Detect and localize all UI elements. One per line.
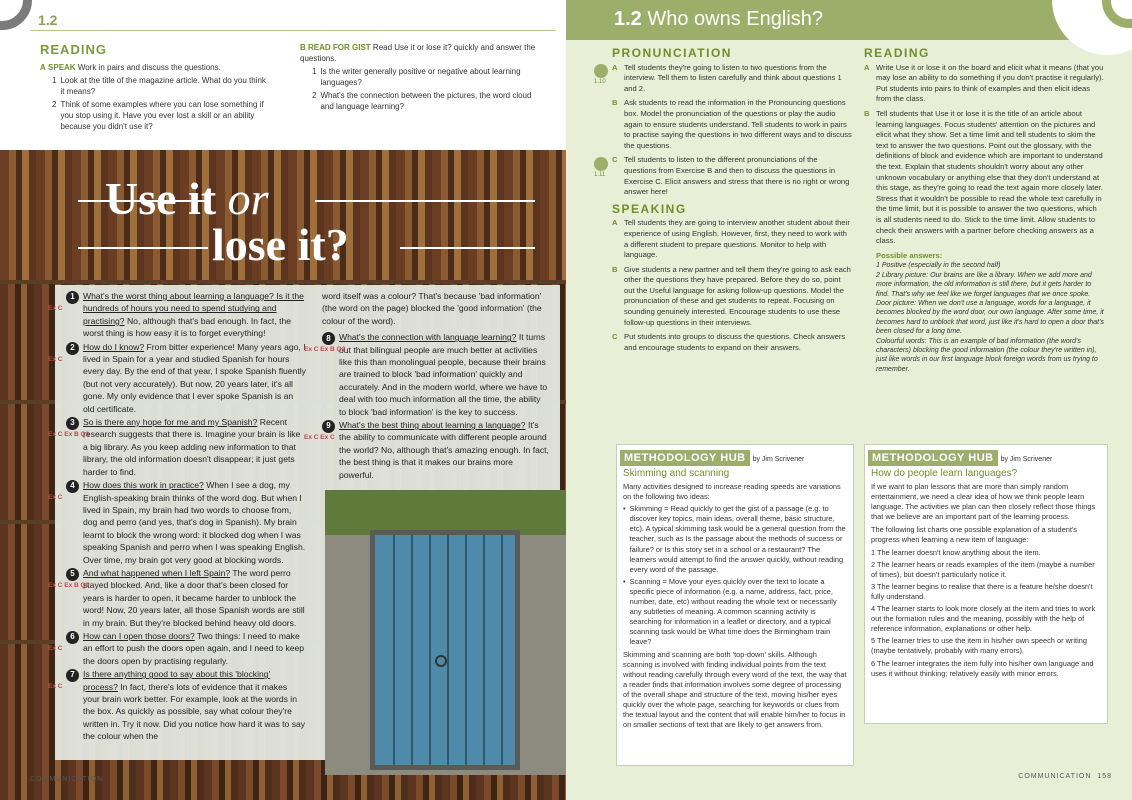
exercise-a <box>40 62 270 132</box>
hub-body: Many activities designed to increase reading speeds are variations on the following two ideas: • Skimming = Read quickly to get the gist of a passage (e.g. to discover key topics, main ideas, overall theme, basic structure, etc). A typical skimming task would be a general question from the teacher, such as Is the passage about the methods of success or failure? or Is this story set in a school or a restaurant? The learners would attempt to find the answer quickly, without reading every word of the passage. • Scanning = Move your eyes quickly over the text to locate a specific piece of information (e.g. a name, address, fact, price, number, date, etc) without reading the whole text or necessarily any subtleties of meaning. A common scanning activity is searching for information in a leaflet or directory, and a typical scanning task would be What time does the Birmingham train leave? Skimming and scanning are both 'top-down' skills. Although scanning is involved with finding individual points from the text without reading carefully through every word of the text, the way that a reader finds that information involves some degree of processing of the overall shape and structure of the text, moving his/her eyes quickly over the whole page, searching for keywords or clues from the textual layout and the content that will enable him/her to focus in on smaller sections of text that are likely to get answers from. <box>623 482 847 730</box>
exercise-b <box>300 42 540 112</box>
article-paragraph: Ex C Ex B Q2 3 So is there any hope for me and my Spanish? Recent research suggests that there is. Imagine your brain is like a big library. As you keep adding new information to that library, the old information doesn't disappear; it just gets harder to find. <box>48 417 301 477</box>
right-page <box>566 0 1132 800</box>
footer-left: COMMUNICATION <box>30 776 104 783</box>
article-paragraph: Ex C 1 What's the worst thing about learning a language? Is it the hundreds of hours you need to spend studying and practising? No, although that's bad enough. In fact, the worst thing is how easy it is to forget everything! <box>48 291 304 339</box>
methodology-hub-learning <box>864 444 1108 724</box>
teacher-notes-col1 <box>612 48 852 357</box>
article-paragraph: Ex C Ex C 9 What's the best thing about learning a language? It's the ability to communicate with different people around the world? No, although that's amazing enough. In fact, the best thing is that it makes our brains more powerful. <box>304 420 549 480</box>
exercise-b-label: B <box>300 43 306 52</box>
exercise-a-skill: SPEAK <box>48 63 76 72</box>
methodology-hub-skimming <box>616 444 854 766</box>
exercise-b-skill: READ FOR GIST <box>308 43 371 52</box>
unit-number: 1.2 <box>38 12 58 28</box>
note-item: A Write Use it or lose it on the board and elicit what it means (that you may lose an ability to do something if you don't practise it regularly). Put students into pairs to think of examples and then elicit ideas from the class. <box>864 62 1104 104</box>
header-rule <box>30 30 556 31</box>
article-title-line2: lose it? <box>212 219 349 270</box>
footer-section: COMMUNICATION <box>1018 773 1092 780</box>
audio-track: 1.10 <box>594 79 606 85</box>
title-rule <box>315 200 535 202</box>
pronunciation-heading: PRONUNCIATION <box>612 46 732 60</box>
hub-author: by Jim Scrivener <box>752 456 805 463</box>
door-knob <box>435 655 447 667</box>
reading-heading: READING <box>40 42 107 57</box>
answers-list: 1 Positive (especially in the second half) 2 Library picture: Our brains are like a library. When we add more and more information, the old information is still there, but it gets harder to find. That's why we feel like we forget languages that we once spoke. Door picture: When we don't use a language, words for a language, it becomes blocked by the word door, our own language. After some time, it becomes hard to unblock that word, just like it's hard to open a door that's been closed for a long time. Colourful words: This is an example of bad information (the word's characters) blocking the good information (the colour they're written in), just like words in our first language block foreign words from us trying to remember. <box>876 262 1104 373</box>
footer-right <box>1018 773 1112 780</box>
hub-subtitle: How do people learn languages? <box>871 468 1018 479</box>
article-paragraph: Ex C 4 How does this work in practice? When I see a dog, my English-speaking brain thinks of the word dog. But when I lived in Spain, my brain had two words to choose from, dog and perro (and yes, that's dog in Spanish). My brain learnt to block the wrong word: it blocked dog when I was speaking Spanish and perro when I was speaking English. Over time, my brain got very good at blocking words. <box>48 480 306 565</box>
exercise-a-instruction: Work in pairs and discuss the questions. <box>77 63 221 72</box>
hub-title: METHODOLOGY HUB <box>620 450 750 466</box>
hub-subtitle: Skimming and scanning <box>623 468 730 479</box>
audio-icon[interactable] <box>594 64 608 78</box>
lesson-title <box>614 8 823 31</box>
article-paragraph: Ex C Ex B Q2 8 What's the connection with language learning? It turns out that bilingual people are much better at activities like this than monolingual people, because their brains are trained to block 'bad information' quickly and accurately. And in the modern world, where we have to deal with too much information all the time, the ability to block 'bad information' is the key to success. <box>304 332 548 417</box>
lesson-number: 1.2 <box>614 8 642 30</box>
note-item: C Tell students to listen to the different pronunciations of the questions from Exercise B and then to discuss the questions in Exercise C. Elicit answers and stress that there is no right or wrong answer here! <box>612 155 850 197</box>
article-continuation: word itself was a colour? That's because 'bad information' (the word on the page) blocked the 'good information' (the colour of the word). <box>322 291 542 326</box>
corner-ring-decoration <box>0 0 32 30</box>
note-item: B Ask students to read the information in the Pronouncing questions box. Model the pronunciation of the questions or play the audio again to ensure students understand. Tell students to work in pairs to practise saying the questions in two different ways and to discuss the questions. <box>612 98 852 150</box>
exercise-a-item: 1 Look at the title of the magazine article. What do you think it means? <box>52 76 266 96</box>
answers-heading: Possible answers: <box>876 250 943 260</box>
audio-icon[interactable] <box>594 157 608 171</box>
ivy <box>325 490 566 535</box>
article-column-1 <box>48 290 306 744</box>
exercise-b-item: 2 What's the connection between the pictures, the word cloud and language learning? <box>312 91 532 111</box>
article-paragraph: Ex C 7 Is there anything good to say about this 'blocking' process? In fact, there's lots of evidence that it makes your brain work better. For example, look at the words in the box. As quickly as possible, say what colour they're written in. Try it now. Did you notice how hard it was to say the colour when the <box>48 669 306 742</box>
note-item: B Give students a new partner and tell them they're going to ask each other the questions they have prepared. Before they do so, point out the Useful language for asking follow-up questions. Model the pronunciation of these and get students to repeat. Focusing on sounding genuinely interested. Encourage students to use these follow-up questions in their interviews. <box>612 264 851 327</box>
teacher-notes-col2 <box>864 48 1104 374</box>
exercise-a-label: A <box>40 63 46 72</box>
lesson-name: Who owns English? <box>647 8 824 30</box>
title-or: or <box>227 173 269 224</box>
reading-heading-right: READING <box>864 46 930 60</box>
hub-title: METHODOLOGY HUB <box>868 450 998 466</box>
exercise-b-instruction: Read Use it or lose it? quickly and answer the questions. <box>300 43 536 63</box>
article-paragraph: Ex C Ex B Q2 5 And what happened when I left Spain? The word perro stayed blocked. And, like a door that's been closed for years is harder to open, it became harder to unblock the word! Now, 20 years later, all those Spanish words are still in my brain. But they're blocked behind heavy old doors. <box>48 567 305 628</box>
door <box>370 530 520 770</box>
note-item: A Tell students they are going to interview another student about their experience of using English. However, first, they need to work with a different student to prepare questions. Monitor to help with language. <box>612 218 850 260</box>
speaking-heading: SPEAKING <box>612 201 687 216</box>
title-rule <box>78 247 208 249</box>
title-use-it: Use it <box>105 173 217 224</box>
blue-door-photo <box>325 490 566 775</box>
article-paragraph: Ex C 2 How do I know? From bitter experience! Many years ago, I lived in Spain for a year and studied Spanish for hours every day. By the end of that year, I spoke Spanish fluently (but not very accurately). But now, 20 years later, it's all gone. My only evidence that I ever spoke Spanish is an old certificate. <box>48 341 306 414</box>
hub-body: If we want to plan lessons that are more than simply random entertainment, we need a clear idea of how we think people learn language. The activities we plan can then closely reflect those things that we believe are an important part of the learning process. The following list charts one possible explanation of a student's progress when learning a new item of language: 1 The learner doesn't know anything about the item. 2 The learner hears or reads examples of the item (maybe a number of times), but doesn't particularly notice it. 3 The learner begins to realise that there is a feature he/she doesn't fully understand. 4 The learner starts to look more closely at the item and tries to work out the formation rules and the meaning, possibly with the help of reference information, explanations or other help. 5 The learner tries to use the item in his/her own speech or writing (maybe tentatively, probably with many errors). 6 The learner integrates the item fully into his/her own language and uses it without thinking; relatively easily with minor errors. <box>871 482 1096 678</box>
note-item: C Put students into groups to discuss the questions. Check answers and encourage students to expand on their answers. <box>612 332 846 352</box>
title-rule <box>400 247 535 249</box>
article-column-2 <box>304 290 550 482</box>
audio-track: 1.11 <box>594 172 606 178</box>
note-item: B Tell students that Use it or lose it is the title of an article about learning languages. Focus students' attention on the pictures and elicit what they show. Set a time limit and tell students to skim the text to answer the two questions. Point out the glossary, with the definitions of block and evidence which are important to understand the text. Explain that students shouldn't worry about any other unknown vocabulary or anything else that they don't understand at this stage, as they're going to read the text again more closely later. Stress that it wouldn't be possible to read the whole text carefully in the time limit, but it is possible to answer the two questions, which is all students need to do. Stick to the time limit. Allow students to check their answers with a partner before checking answers as a class. <box>864 108 1103 246</box>
page-number: 158 <box>1097 773 1112 780</box>
article-paragraph: Ex C 6 How can I open those doors? Two things: I need to make an effort to push the doors open again, and I need to keep the doors open by practising regularly. <box>48 630 305 666</box>
exercise-a-item: 2 Think of some examples where you can lose something if you stop using it. Have you ever lost a skill or an ability because you didn't use it? <box>52 100 264 131</box>
note-item: A Tell students they're going to listen to two questions from the interview. Tell them to listen carefully and think about questions 1 and 2. <box>612 62 842 93</box>
hub-author: by Jim Scrivener <box>1000 456 1053 463</box>
exercise-b-item: 1 Is the writer generally positive or negative about learning languages? <box>312 67 521 87</box>
